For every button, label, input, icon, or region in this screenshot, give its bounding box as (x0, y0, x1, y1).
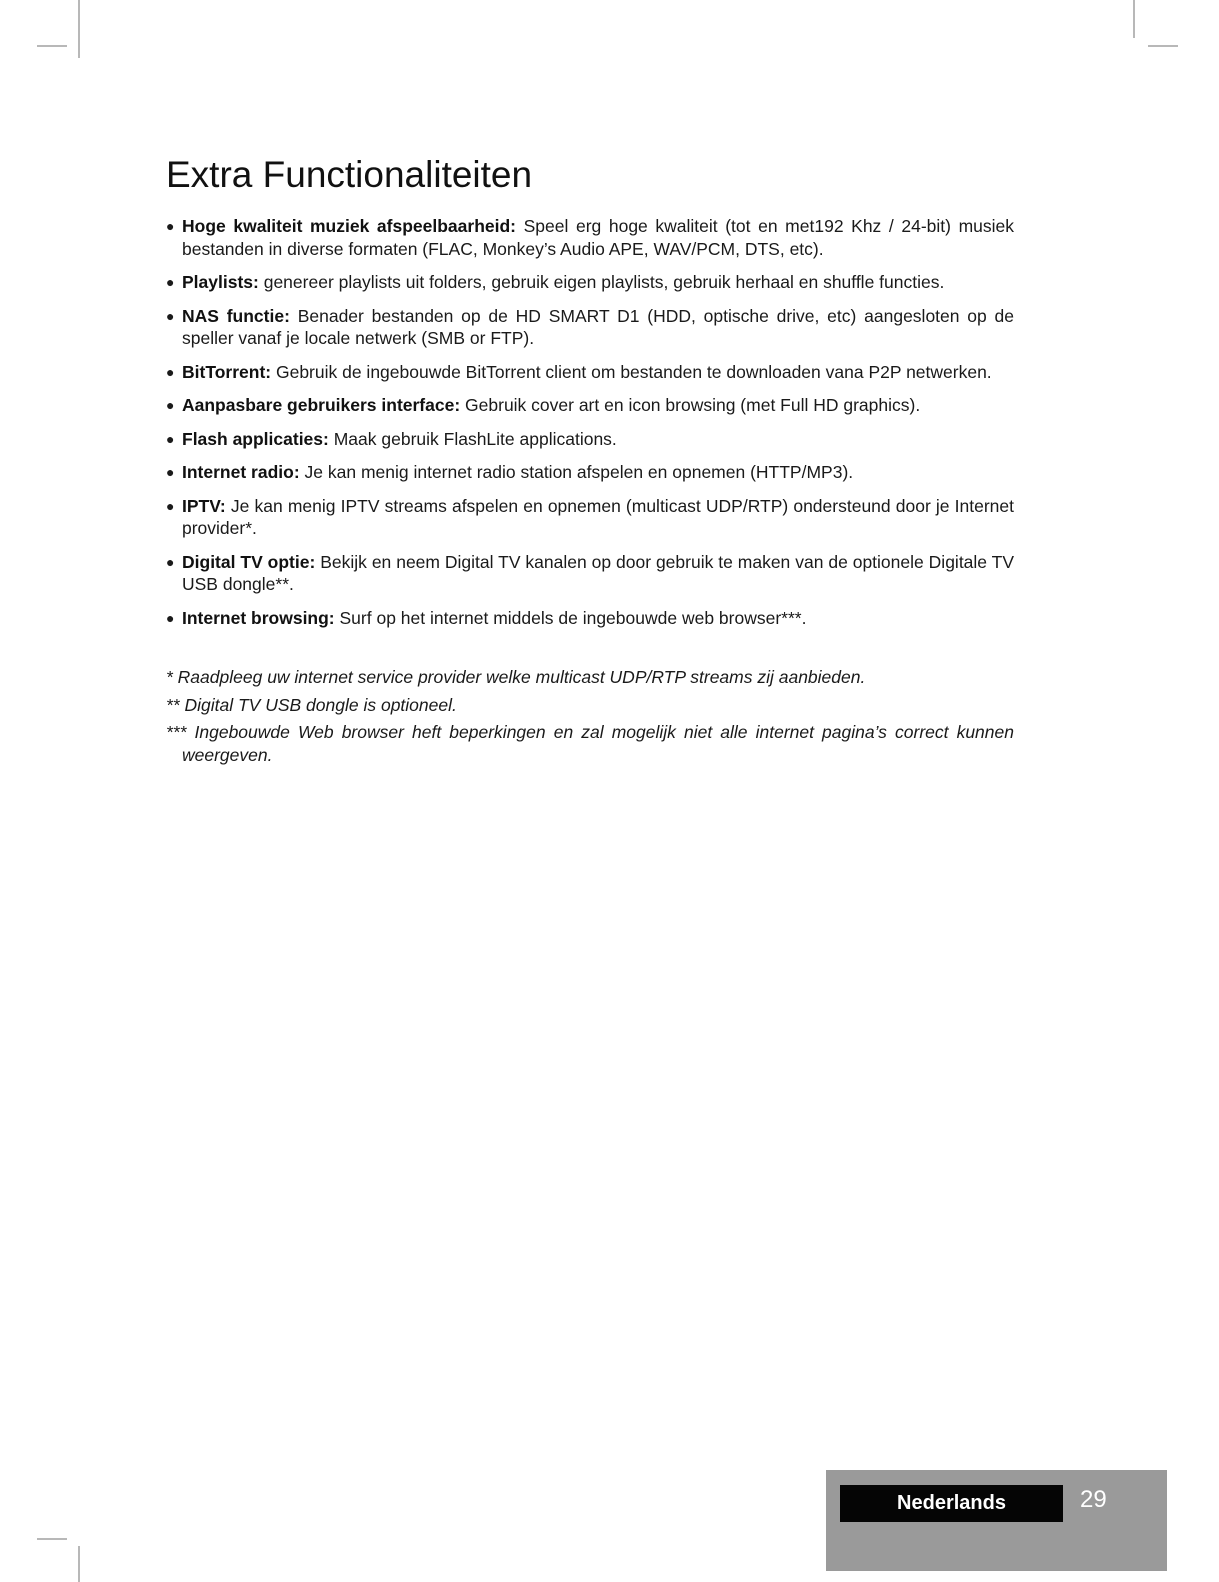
crop-mark-top-right-vertical (1133, 0, 1135, 38)
feature-label: Internet radio: (182, 462, 300, 482)
crop-mark-top-left-horizontal (37, 45, 67, 47)
bullet-icon: ● (166, 274, 175, 290)
feature-text: Je kan menig IPTV streams afspelen en opnemen (multicast UDP/RTP) ondersteund door je Internet provider*. (182, 495, 1014, 538)
feature-text: Gebruik de ingebouwde BitTorrent client om bestanden te downloaden vana P2P netwerken. (271, 361, 992, 382)
feature-label: NAS functie: (182, 305, 290, 326)
feature-label: Playlists: (182, 272, 259, 292)
feature-label: Aanpasbare gebruikers interface: (182, 395, 461, 415)
feature-item (166, 394, 1014, 417)
crop-mark-bottom-left-vertical (78, 1546, 80, 1582)
feature-item (166, 361, 1014, 384)
language-label: Nederlands (840, 1485, 1063, 1522)
feature-item (166, 461, 1014, 484)
feature-text: Benader bestanden op de HD SMART D1 (HDD, optische drive, etc) aangesloten op de speller vanaf je locale netwerk (SMB or FTP). (182, 305, 1014, 348)
feature-text: Je kan menig internet radio station afspelen en opnemen (HTTP/MP3). (299, 462, 854, 482)
footnotes (166, 666, 1014, 766)
feature-text: Maak gebruik FlashLite applications. (328, 428, 617, 449)
crop-mark-top-right-horizontal (1148, 45, 1178, 47)
document-body (166, 150, 1014, 771)
feature-label: Digital TV optie: (182, 551, 316, 572)
feature-text: genereer playlists uit folders, gebruik eigen playlists, gebruik herhaal en shuffle functies. (258, 272, 945, 292)
feature-item (166, 271, 1014, 294)
feature-label: BitTorrent: (182, 361, 272, 382)
bullet-icon: ● (166, 553, 175, 570)
feature-text: Gebruik cover art en icon browsing (met Full HD graphics). (460, 395, 921, 415)
feature-item (166, 607, 1014, 630)
crop-mark-top-left-vertical (78, 0, 80, 58)
feature-item (166, 305, 1014, 350)
feature-item (166, 428, 1014, 451)
bullet-icon: ● (166, 397, 175, 413)
feature-label: Flash applicaties: (182, 428, 329, 449)
footnote: * Raadpleeg uw internet service provider welke multicast UDP/RTP streams zij aanbieden. (166, 667, 866, 687)
bullet-icon: ● (166, 307, 175, 324)
bullet-icon: ● (166, 218, 175, 234)
feature-label: Hoge kwaliteit muziek afspeelbaarheid: (182, 216, 517, 236)
feature-label: IPTV: (182, 495, 226, 516)
bullet-icon: ● (166, 609, 175, 626)
feature-text: Speel erg hoge kwaliteit (tot en met192 Khz / 24-bit) musiek bestanden in diverse formaten (FLAC, Monkey’s Audio APE, WAV/PCM, DTS, etc). (182, 216, 1014, 259)
feature-item (166, 551, 1014, 596)
feature-item (166, 495, 1014, 540)
page-title: Extra Functionaliteiten (166, 154, 533, 195)
bullet-icon: ● (166, 497, 175, 514)
page-number: 29 (1080, 1486, 1107, 1513)
page-footer (826, 1470, 1167, 1571)
footnote: *** Ingebouwde Web browser heft beperkingen en zal mogelijk niet alle internet pagina’s correct kunnen weergeven. (166, 722, 1014, 765)
feature-item (166, 215, 1014, 260)
bullet-icon: ● (166, 464, 175, 480)
feature-text: Bekijk en neem Digital TV kanalen op door gebruik te maken van de optionele Digitale TV USB dongle**. (182, 551, 1014, 594)
feature-text: Surf op het internet middels de ingebouwde web browser***. (334, 607, 807, 628)
footnote: ** Digital TV USB dongle is optioneel. (166, 694, 457, 715)
crop-mark-bottom-left-horizontal (37, 1538, 67, 1540)
feature-label: Internet browsing: (182, 607, 335, 628)
bullet-icon: ● (166, 363, 175, 380)
feature-list (166, 215, 1014, 629)
bullet-icon: ● (166, 430, 175, 447)
